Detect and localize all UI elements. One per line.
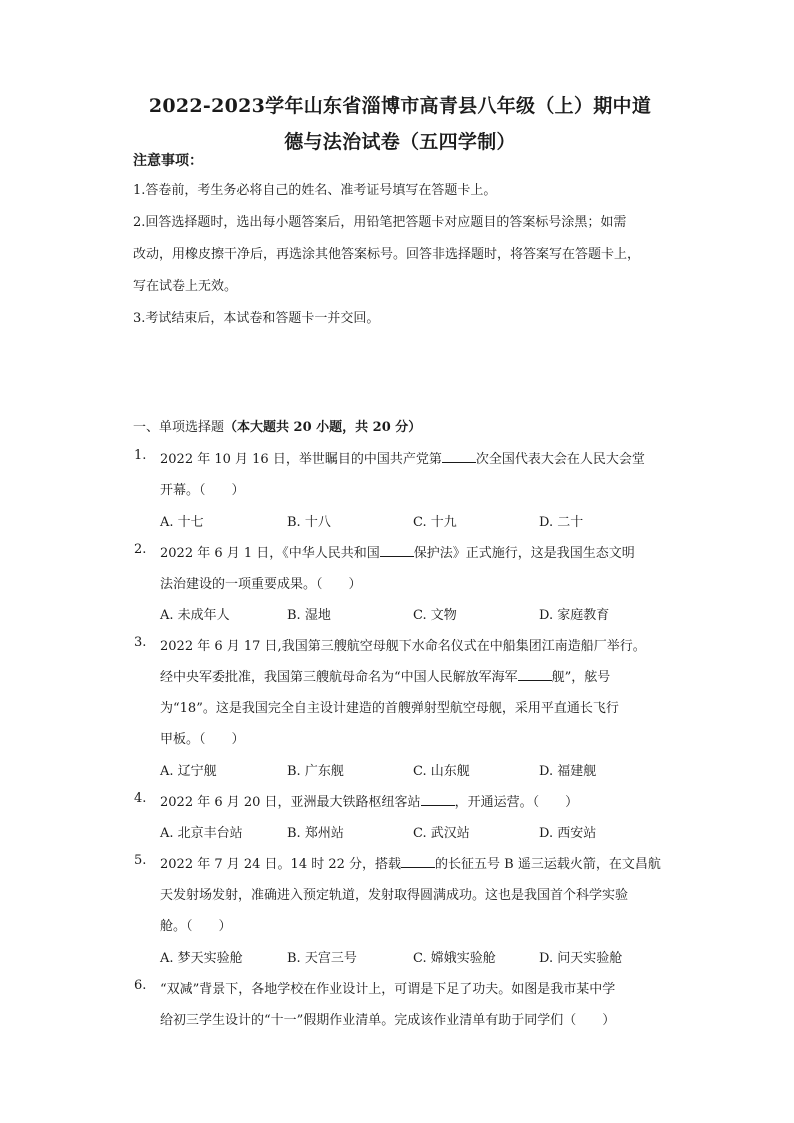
question-3-option-c[interactable]: C. 山东舰 (413, 764, 470, 779)
question-5-line-2: 天发射场发射，准确进入预定轨道，发射取得圆满成功。这也是我国首个科学实验 (160, 888, 629, 903)
exam-title-line-1: 2022-2023学年山东省淄博市高青县八年级（上）期中道 (148, 95, 652, 117)
question-2-option-d[interactable]: D. 家庭教育 (539, 608, 610, 623)
question-number: 3. (134, 635, 147, 650)
question-4-option-a[interactable]: A. 北京丰台站 (160, 826, 243, 841)
question-1-option-d[interactable]: D. 二十 (539, 515, 584, 530)
question-1-option-a[interactable]: A. 十七 (160, 515, 204, 530)
question-2-option-b[interactable]: B. 湿地 (287, 608, 331, 623)
question-5-line-1 (160, 853, 661, 872)
fill-blank (518, 668, 552, 681)
question-2-option-c[interactable]: C. 文物 (413, 608, 457, 623)
question-text: 保护法》正式施行，这是我国生态文明 (413, 546, 635, 561)
question-5-option-b[interactable]: B. 天宫三号 (287, 951, 357, 966)
question-text: 2022 年 7 月 24 日。14 时 22 分，搭载 (160, 857, 402, 872)
question-text: 2022 年 10 月 16 日，举世瞩目的中国共产党第 (160, 452, 442, 467)
question-1-option-b[interactable]: B. 十八 (287, 515, 331, 530)
section-detail: （本大题共 20 小题，共 20 分） (224, 420, 422, 435)
question-6-line-1: “双减”背景下，各地学校在作业设计上，可谓是下足了功夫。如图是我市某中学 (160, 982, 616, 997)
question-number: 4. (134, 791, 147, 806)
notice-item-1: 1.答卷前，考生务必将自己的姓名、准考证号填写在答题卡上。 (133, 183, 497, 198)
notice-item-2-line-3: 写在试卷上无效。 (133, 279, 238, 294)
question-text: 舰”，舷号 (551, 670, 611, 685)
notice-heading: 注意事项： (133, 153, 203, 169)
question-2-option-a[interactable]: A. 未成年人 (160, 608, 230, 623)
notice-item-2-line-2: 改动，用橡皮擦干净后，再选涂其他答案标号。回答非选择题时，将答案写在答题卡上， (133, 247, 641, 262)
question-5-option-a[interactable]: A. 梦天实验舱 (160, 951, 243, 966)
question-4-line-1 (160, 791, 578, 810)
question-3-line-3: 为“18”。这是我国完全自主设计建造的首艘弹射型航空母舰，采用平直通长飞行 (160, 701, 619, 716)
question-5-line-3: 舱。（ ） (160, 919, 232, 934)
question-3-option-b[interactable]: B. 广东舰 (287, 764, 344, 779)
question-5-option-c[interactable]: C. 嫦娥实验舱 (413, 951, 496, 966)
question-text: 2022 年 6 月 1 日，《中华人民共和国 (160, 546, 380, 561)
question-text: 经中央军委批准，我国第三艘航母命名为“中国人民解放军海军 (160, 670, 518, 685)
question-2-line-2: 法治建设的一项重要成果。（ ） (160, 577, 362, 592)
question-4-option-b[interactable]: B. 郑州站 (287, 826, 344, 841)
fill-blank (380, 544, 414, 557)
notice-item-3: 3.考试结束后，本试卷和答题卡一并交回。 (133, 311, 380, 326)
question-1-line-2: 开幕。（ ） (160, 483, 245, 498)
question-number: 2. (134, 542, 147, 557)
section-heading (133, 416, 421, 435)
fill-blank (401, 855, 435, 868)
question-1-option-c[interactable]: C. 十九 (413, 515, 457, 530)
notice-item-2-line-1: 2.回答选择题时，选出每小题答案后，用铅笔把答题卡对应题目的答案标号涂黑；如需 (133, 215, 627, 230)
fill-blank (421, 793, 455, 806)
question-number: 1. (134, 448, 147, 463)
exam-title-line-2: 德与法治试卷（五四学制） (284, 131, 516, 153)
question-4-option-c[interactable]: C. 武汉站 (413, 826, 470, 841)
section-label: 一、单项选择题 (133, 420, 225, 435)
question-text: 次全国代表大会在人民大会堂 (475, 452, 645, 467)
question-text: 2022 年 6 月 20 日，亚洲最大铁路枢纽客站 (160, 795, 421, 810)
question-6-line-2: 给初三学生设计的“十一”假期作业清单。完成该作业清单有助于同学们（ ） (160, 1013, 616, 1028)
question-1-line-1 (160, 448, 645, 467)
fill-blank (442, 450, 476, 463)
question-3-line-4: 甲板。（ ） (160, 732, 245, 747)
question-number: 6. (134, 978, 147, 993)
question-text: ，开通运营。（ ） (454, 795, 579, 810)
question-4-option-d[interactable]: D. 西安站 (539, 826, 597, 841)
question-number: 5. (134, 853, 147, 868)
question-3-line-1: 2022 年 6 月 17 日,我国第三艘航空母舰下水命名仪式在中船集团江南造船厂举行。 (160, 639, 646, 654)
question-3-option-a[interactable]: A. 辽宁舰 (160, 764, 217, 779)
question-5-option-d[interactable]: D. 问天实验舱 (539, 951, 623, 966)
question-3-option-d[interactable]: D. 福建舰 (539, 764, 597, 779)
question-text: 的长征五号 B 遥三运载火箭，在文昌航 (435, 857, 661, 872)
question-3-line-2 (160, 666, 610, 685)
question-2-line-1 (160, 542, 635, 561)
